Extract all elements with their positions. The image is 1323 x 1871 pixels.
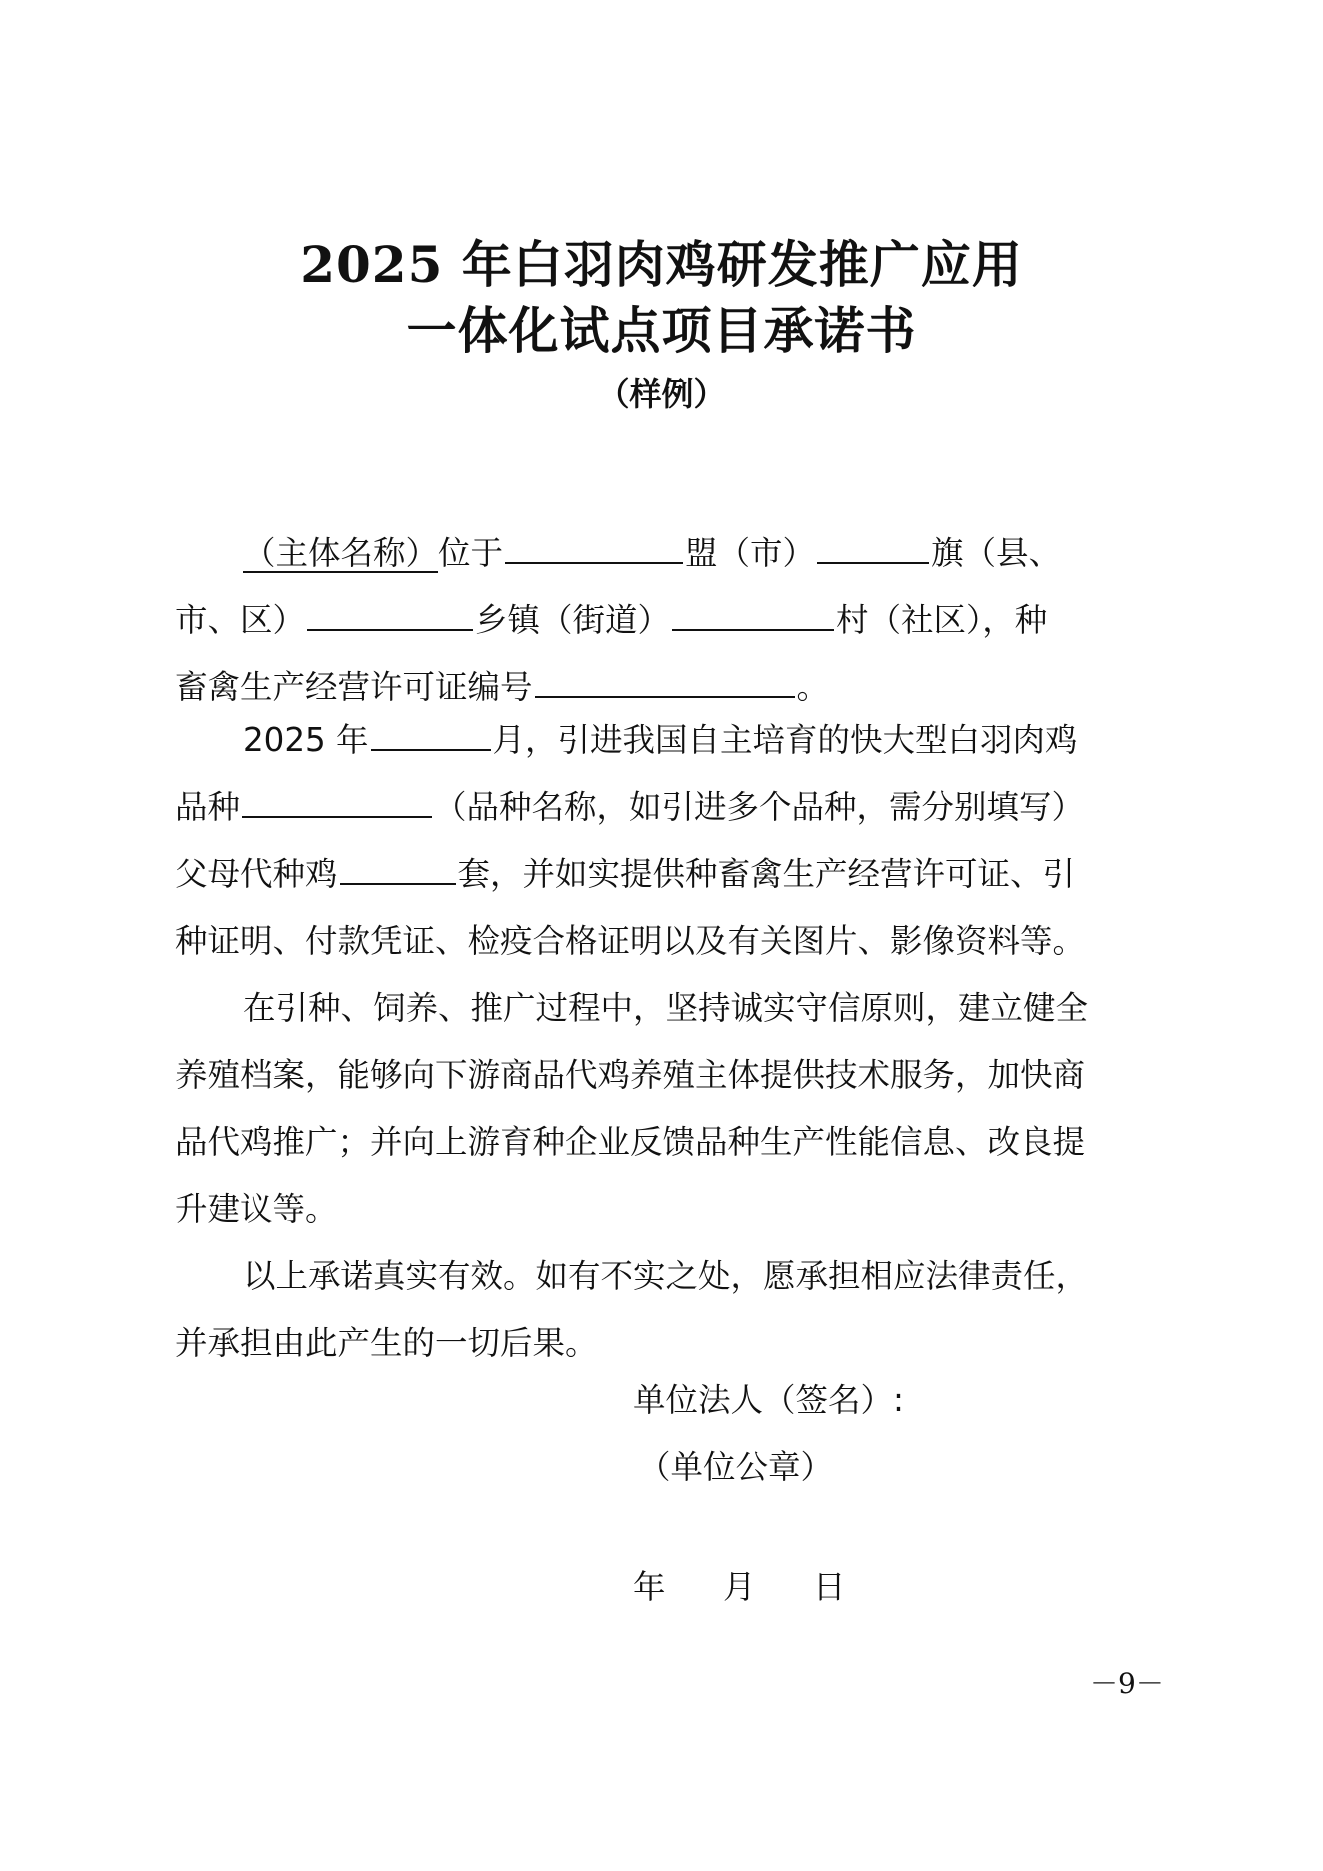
document-subtitle: （样例） bbox=[597, 375, 726, 413]
para1-text: 位于 bbox=[438, 534, 504, 572]
para1-line-2 bbox=[175, 587, 1165, 654]
sets-count-blank[interactable] bbox=[340, 849, 456, 885]
para1-text: 畜禽生产经营许可证编号 bbox=[175, 668, 533, 706]
paragraph-declaration bbox=[175, 1243, 1165, 1377]
para1-text: 村（社区），种 bbox=[836, 601, 1048, 639]
para1-text: 乡镇（街道） bbox=[475, 601, 671, 639]
para2-text: 月，引进我国自主培育的快大型白羽肉鸡 bbox=[492, 721, 1078, 759]
para3-line-4: 升建议等。 bbox=[175, 1190, 338, 1228]
document-title bbox=[0, 232, 1323, 364]
league-blank[interactable] bbox=[505, 528, 683, 564]
unit-seal: （单位公章） bbox=[638, 1448, 834, 1486]
month-blank[interactable] bbox=[371, 715, 491, 751]
date-day-label: 日 bbox=[813, 1568, 846, 1606]
para1-text: 。 bbox=[796, 668, 830, 706]
paragraph-entity-info bbox=[175, 520, 1165, 721]
para1-line-1 bbox=[175, 520, 1165, 587]
para2-line-4 bbox=[175, 908, 1165, 975]
para1-text: 市、区） bbox=[175, 601, 306, 639]
village-blank[interactable] bbox=[672, 595, 834, 631]
para3-line-1: 在引种、饲养、推广过程中，坚持诚实守信原则，建立健全 bbox=[243, 989, 1089, 1027]
banner-blank[interactable] bbox=[817, 528, 929, 564]
para4-line-2: 并承担由此产生的一切后果。 bbox=[175, 1324, 598, 1362]
township-blank[interactable] bbox=[307, 595, 473, 631]
para2-text: 品种 bbox=[175, 788, 241, 826]
para3-line-3: 品代鸡推广；并向上游育种企业反馈品种生产性能信息、改良提 bbox=[175, 1123, 1086, 1161]
para2-line-3 bbox=[175, 841, 1165, 908]
date-month-label: 月 bbox=[723, 1568, 756, 1606]
paragraph-introduction bbox=[175, 707, 1165, 975]
title-line-1: 2025 年白羽肉鸡研发推广应用 bbox=[300, 235, 1023, 294]
page-number: －9－ bbox=[1090, 1667, 1164, 1700]
para2-text: 种证明、付款凭证、检疫合格证明以及有关图片、影像资料等。 bbox=[175, 922, 1086, 960]
para3-line-2: 养殖档案，能够向下游商品代鸡养殖主体提供技术服务，加快商 bbox=[175, 1056, 1086, 1094]
license-number-blank[interactable] bbox=[535, 662, 795, 698]
para1-text: 旗（县、 bbox=[931, 534, 1062, 572]
para2-text: 父母代种鸡 bbox=[175, 855, 338, 893]
para2-line-2 bbox=[175, 774, 1165, 841]
para2-line-1 bbox=[175, 707, 1165, 774]
para2-text: 2025 年 bbox=[243, 721, 369, 759]
paragraph-commitment bbox=[175, 975, 1165, 1243]
breed-name-blank[interactable] bbox=[242, 782, 432, 818]
para4-line-1: 以上承诺真实有效。如有不实之处，愿承担相应法律责任， bbox=[243, 1257, 1089, 1295]
legal-person-signature: 单位法人（签名）: bbox=[633, 1381, 904, 1419]
para2-text: 套，并如实提供种畜禽生产经营许可证、引 bbox=[457, 855, 1076, 893]
para1-text: 盟（市） bbox=[685, 534, 816, 572]
title-line-2: 一体化试点项目承诺书 bbox=[406, 301, 917, 360]
date-year-label: 年 bbox=[633, 1568, 666, 1606]
entity-name-placeholder: （主体名称） bbox=[243, 534, 439, 572]
para2-text: （品种名称，如引进多个品种，需分别填写） bbox=[434, 788, 1085, 826]
